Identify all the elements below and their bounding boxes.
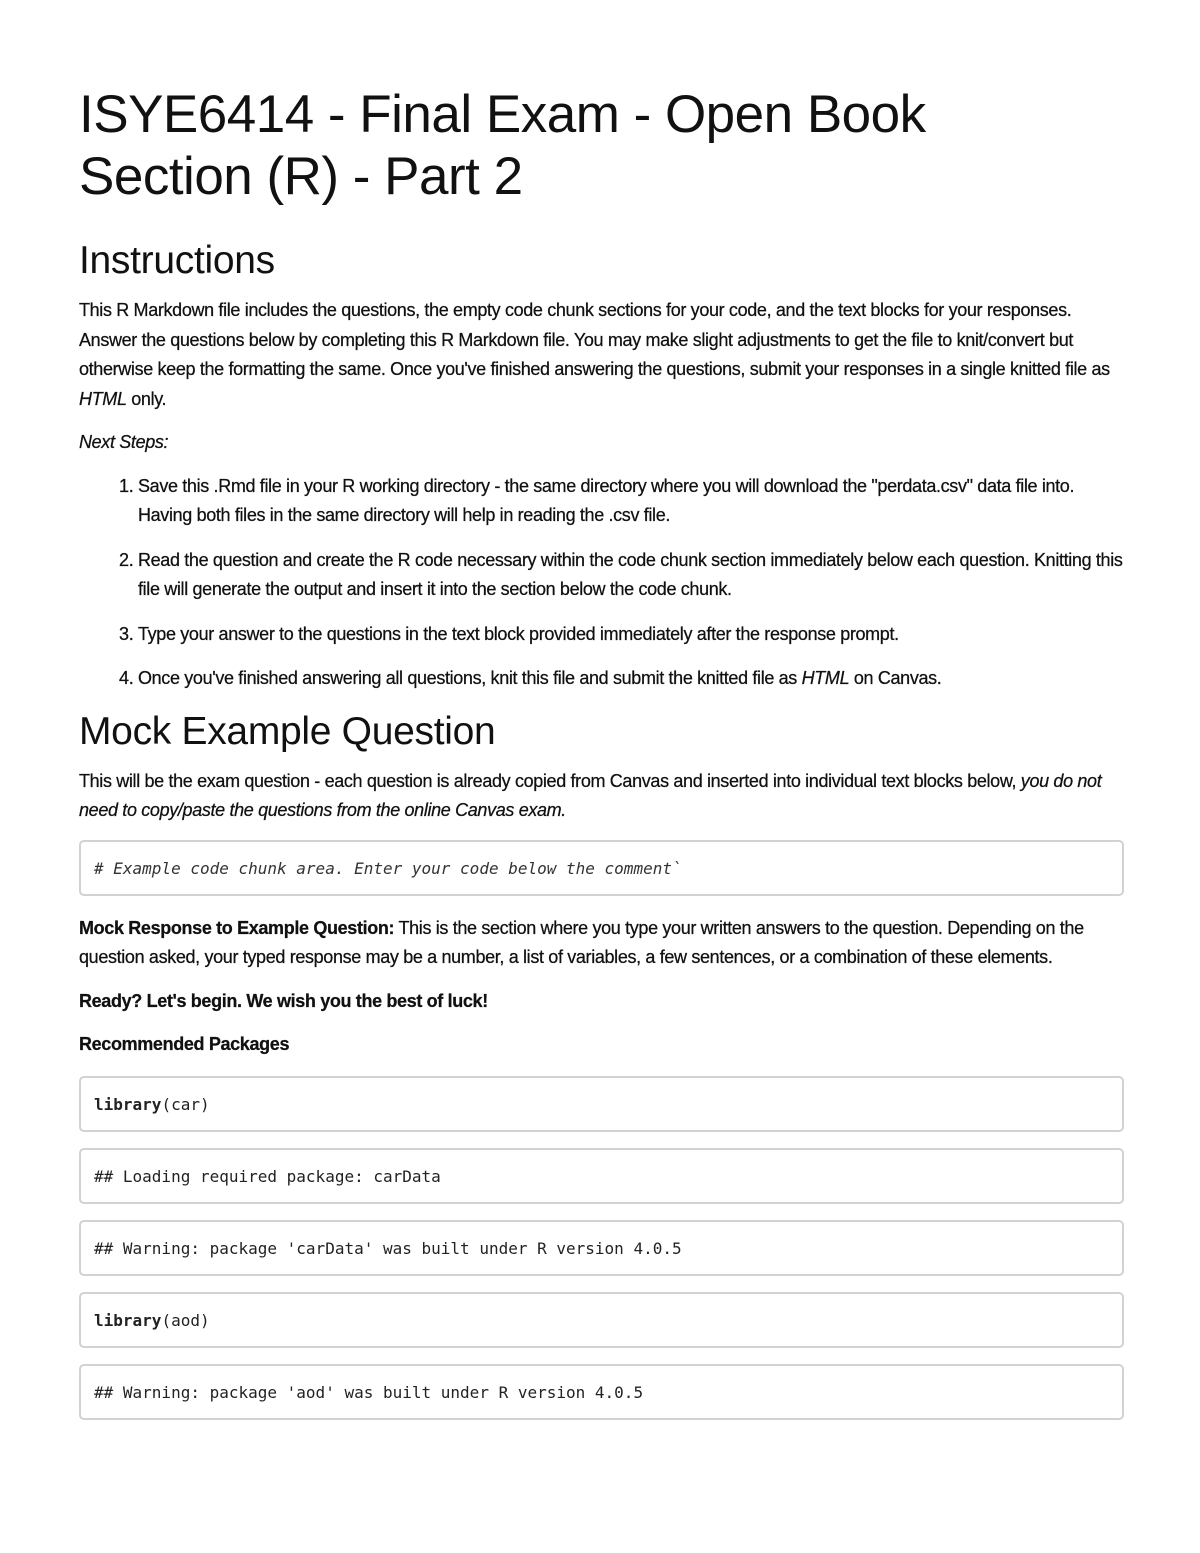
list-item: 2. Read the question and create the R code necessary within the code chunk section immediately below each question. Knitting this file will generate the output and insert it into the section below the code chunk. [138,546,1124,605]
code-chunk-library-car[interactable] [79,1076,1124,1132]
code-argument: (car) [161,1094,210,1114]
instructions-text-end: only. [126,388,167,409]
title-line-1: ISYE6414 - Final Exam - Open Book [79,85,926,144]
code-output-warning-cardata: ## Warning: package 'carData' was built under R version 4.0.5 [79,1220,1124,1276]
mock-example-heading: Mock Example Question [79,709,496,753]
list-item: 1. Save this .Rmd file in your R working directory - the same directory where you will download the "perdata.csv" data file into. Having both files in the same directory will help in reading the .csv file. [138,472,1124,531]
code-output-loading-cardata: ## Loading required package: carData [79,1148,1124,1204]
recommended-packages-label: Recommended Packages [79,1034,290,1054]
next-steps-list [79,472,1124,694]
step-4-text-end: on Canvas. [849,668,942,688]
instructions-paragraph [79,296,1124,414]
code-function: library [94,1094,162,1114]
instructions-heading: Instructions [79,239,275,282]
mock-response-paragraph [79,914,1124,973]
list-item: 3. Type your answer to the questions in the text block provided immediately after the response prompt. [138,620,1124,650]
list-item [138,664,1124,694]
step-4-text: Once you've finished answering all questions, knit this file and submit the knitted file as [138,668,802,688]
mock-example-paragraph [79,767,1124,826]
code-function: library [94,1310,162,1330]
ready-text: Ready? Let's begin. We wish you the best of luck! [79,990,488,1011]
mock-example-text: This will be the exam question - each question is already copied from Canvas and inserted into individual text blocks below, [79,770,1021,791]
code-chunk-library-aod[interactable] [79,1292,1124,1348]
page-title [79,84,1124,208]
instructions-html-emphasis: HTML [79,388,127,409]
instructions-text: This R Markdown file includes the questions, the empty code chunk sections for your code, and the text blocks for your responses. Answer the questions below by completing this R Markdown file. You may make slight adjustments to get the file to knit/convert but otherwise keep the formatting the same. Once you've finished answering the questions, submit your responses in a single knitted file as [79,300,1110,379]
code-comment: # Example code chunk area. Enter your code below the comment` [94,858,682,878]
code-argument: (aod) [161,1310,210,1330]
code-output-warning-aod: ## Warning: package 'aod' was built under R version 4.0.5 [79,1364,1124,1420]
mock-response-text: This is the section where you type your written answers to the question. Depending on the question asked, your typed response may be a number, a list of variables, a few sentences, or a combination of these elements. [79,917,1084,967]
mock-response-label: Mock Response to Example Question: [79,917,395,938]
mock-example-emphasis: you do not need to copy/paste the questions from the online Canvas exam. [79,770,1102,820]
title-line-2: Section (R) - Part 2 [79,147,523,206]
step-4-html-emphasis: HTML [801,668,850,688]
next-steps-label: Next Steps: [79,432,169,452]
code-chunk-example[interactable] [79,840,1124,896]
